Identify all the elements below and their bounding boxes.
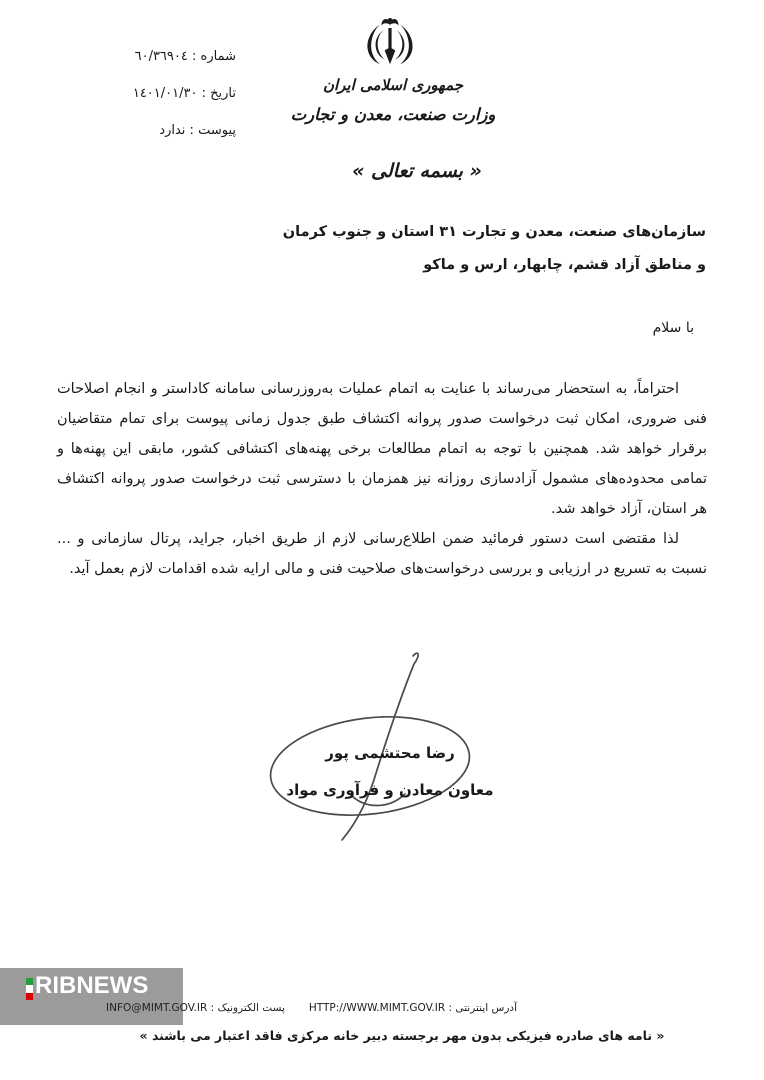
letter-date-label: تاریخ (210, 86, 236, 101)
separator: : (187, 49, 201, 64)
letter-attachment-value: ندارد (159, 123, 186, 138)
bismillah-header: « بسمه تعالی » (352, 160, 482, 182)
ministry-title: وزارت صنعت، معدن و تجارت (290, 105, 496, 124)
iribnews-logo (0, 968, 183, 1025)
recipient-line-2: و مناطق آزاد قشم، چابهار، ارس و ماکو (423, 257, 706, 273)
body-paragraph-1: احتراماً، به استحضار می‌رساند با عنایت به اتمام عملیات به‌روزرسانی سامانه کاداستر و انجام اصلاحات فنی ضروری، امکان ثبت درخواست صدور پروانه اکتشاف طبق جدول زمانی پیوست برای تمام متقاضیان برقرار خواهد شد. همچنین با توجه به اتمام مطالعات برخی پهنه‌های اکتشافی کشور، مابقی این پهنه‌ها و تمامی محدوده‌های مشمول آزادسازی روزانه نیز همزمان با دسترسی ثبت درخواست صدور پروانه اکتشاف هر استان، آزاد خواهد شد. (57, 381, 707, 517)
email-value: INFO@MIMT.GOV.IR (106, 1002, 208, 1014)
letter-body (57, 374, 707, 584)
recipient-line-1: سازمان‌های صنعت، معدن و تجارت ۳۱ استان و جنوب کرمان (282, 224, 706, 240)
footer-validity-note: « نامه های صادره فیزیکی بدون مهر برجسته دبیر خانه مرکزی فاقد اعتبار می باشند » (139, 1028, 665, 1043)
letter-attachment-label: پیوست (198, 123, 236, 138)
body-paragraph-2: لذا مقتضی است دستور فرمائید ضمن اطلاع‌رسانی لازم از طریق اخبار، جراید، پرتال سازمانی و ... نسبت به تسریع در ارزیابی و بررسی درخواست‌های صلاحیت فنی و مالی ارایه شده اقدامات لازم بعمل آید. (57, 531, 707, 577)
signer-name: رضا محتشمی پور (325, 744, 455, 762)
salutation: با سلام (652, 320, 694, 336)
email-item (106, 1002, 285, 1014)
website-item (309, 1002, 517, 1014)
country-title: جمهوری اسلامی ایران (322, 76, 464, 94)
separator: : (207, 1002, 218, 1014)
separator: : (445, 1002, 456, 1014)
website-label: آدرس اینترنتی (455, 1002, 517, 1014)
footer-contact (106, 1002, 517, 1014)
letter-number-label: شماره (200, 49, 236, 64)
iran-flag-icon (26, 978, 33, 1000)
reference-fields (58, 38, 236, 149)
signer-title: معاون معادن و فرآوری مواد (286, 781, 494, 799)
separator: : (197, 86, 211, 101)
letter-number-row (58, 38, 236, 75)
separator: : (185, 123, 199, 138)
signature-block (235, 648, 545, 848)
email-label: پست الکترونیک (217, 1002, 285, 1014)
letter-date-row (58, 75, 236, 112)
letter-attachment-row (58, 112, 236, 149)
letter-date-value: ١٤٠١/٠١/٣٠ (132, 86, 198, 101)
recipient-block (58, 216, 706, 282)
iribnews-logo-text: RIBNEWS (35, 972, 149, 999)
website-value: HTTP://WWW.MIMT.GOV.IR (308, 1002, 446, 1014)
iran-emblem-icon (358, 12, 422, 76)
letterhead (283, 74, 503, 127)
letter-number-value: ٦٠/٣٦٩٠٤ (134, 49, 188, 64)
